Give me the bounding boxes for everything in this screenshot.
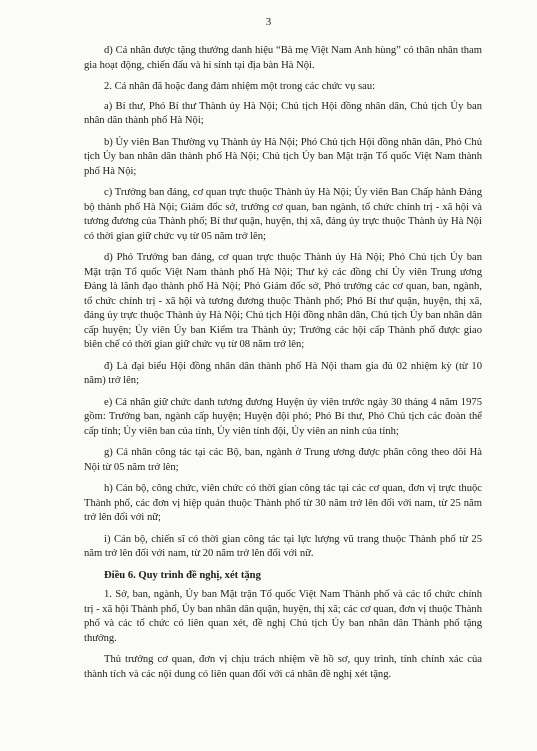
page-number: 3 — [265, 16, 272, 28]
paragraph-article6-1: 1. Sở, ban, ngành, Ủy ban Mặt trận Tổ quốc Việt Nam Thành phố và các tổ chức chính trị - xã hội Thành phố, Ủy ban nhân dân quận, huyện, thị xã; các cơ quan, đơn vị thuộc Thành phố và các tổ chức có liên quan xét, đề nghị Chủ tịch Ủy ban nhân dân Thành phố tặng thưởng. — [84, 589, 482, 644]
document-body — [84, 44, 482, 689]
paragraph-e: e) Cá nhân giữ chức danh tương đương Huyện ủy viên trước ngày 30 tháng 4 năm 1975 gồm: Trưởng ban, ngành cấp huyện; Huyện đội phó; Phó Bí thư, Phó Chủ tịch các đoàn thể cấp tỉnh; Ủy viên ban của tỉnh, Ủy viên tỉnh đội, Ủy viên an ninh của tỉnh; — [84, 396, 482, 437]
paragraph-g: g) Cá nhân công tác tại các Bộ, ban, ngành ở Trung ương được phân công theo dõi Hà Nội từ 05 năm trở lên; — [84, 447, 482, 473]
paragraph-h: h) Cán bộ, công chức, viên chức có thời gian công tác tại các cơ quan, đơn vị trực thuộc Thành phố, các đơn vị hiệp quản thuộc Thành phố từ 30 năm trở lên đối với nam, từ 25 năm trở lên đối với nữ; — [84, 483, 482, 523]
paragraph-i: i) Cán bộ, chiến sĩ có thời gian công tác tại lực lượng vũ trang thuộc Thành phố từ 25 năm trở lên đối với nam, từ 20 năm trở lên đối với nữ. — [84, 533, 482, 559]
paragraph-d: d) Phó Trưởng ban đảng, cơ quan trực thuộc Thành ủy Hà Nội; Phó Chủ tịch Ủy ban Mặt trận Tổ quốc Việt Nam thành phố Hà Nội; Thư ký các đồng chí Ủy viên Trung ương Đảng là lãnh đạo thành phố Hà Nội; Phó Giám đốc sở, Phó trưởng các cơ quan, ban, ngành, tổ chức chính trị - xã hội và tương đương thuộc Thành phố; Phó Bí thư quận, huyện, thị xã, đảng ủy trực thuộc Thành ủy Hà Nội; Chủ tịch Hội đồng nhân dân, Chủ tịch Ủy ban nhân dân cấp huyện; Ủy viên Ủy ban Kiểm tra Thành ủy; Trưởng các hội cấp Thành phố được giao biên chế có thời gian giữ chức vụ từ 08 năm trở lên; — [84, 252, 482, 350]
paragraph-b: b) Ủy viên Ban Thường vụ Thành ủy Hà Nội; Phó Chủ tịch Hội đồng nhân dân, Phó Chủ tịch Ủy ban nhân dân thành phố Hà Nội; Chủ tịch Ủy ban Mặt trận Tổ quốc Việt Nam thành phố Hà Nội; — [84, 136, 482, 177]
paragraph-a: a) Bí thư, Phó Bí thư Thành ủy Hà Nội; Chủ tịch Hội đồng nhân dân, Chủ tịch Ủy ban nhân dân thành phố Hà Nội; — [84, 100, 482, 126]
paragraph-dd: đ) Là đại biểu Hội đồng nhân dân thành phố Hà Nội tham gia đủ 02 nhiệm kỳ (từ 10 năm) trở lên; — [84, 360, 482, 386]
paragraph-article6-2: Thủ trưởng cơ quan, đơn vị chịu trách nhiệm về hồ sơ, quy trình, tính chính xác của thành tích và các nội dung có liên quan đối với cá nhân đề nghị xét tặng. — [84, 654, 482, 680]
article-6-heading: Điều 6. Quy trình đề nghị, xét tặng — [104, 569, 261, 581]
paragraph-c: c) Trưởng ban đảng, cơ quan trực thuộc Thành ủy Hà Nội; Ủy viên Ban Chấp hành Đảng bộ thành phố Hà Nội; Giám đốc sở, trưởng cơ quan, ban ngành, tổ chức chính trị - xã hội và tương đương của Thành phố; Bí thư quận, huyện, thị xã, đảng ủy trực thuộc Thành ủy Hà Nội có thời gian giữ chức vụ từ 05 năm trở lên; — [84, 187, 482, 242]
paragraph-d-honor: d) Cá nhân được tặng thưởng danh hiệu “Bà mẹ Việt Nam Anh hùng” có thân nhân tham gia hoạt động, chiến đấu và hi sinh tại địa bàn Hà Nội. — [84, 45, 482, 71]
paragraph-2: 2. Cá nhân đã hoặc đang đảm nhiệm một trong các chức vụ sau: — [104, 81, 376, 92]
